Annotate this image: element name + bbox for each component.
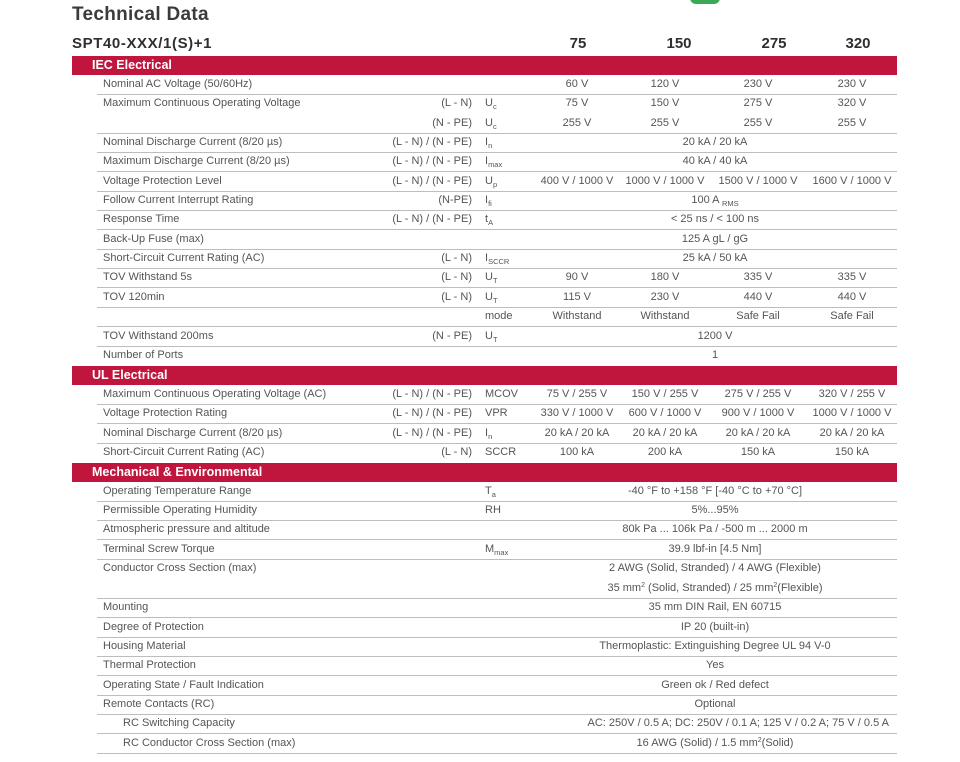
symbol <box>485 155 502 167</box>
value-320: 440 V <box>837 291 867 303</box>
symbol-sub: max <box>488 160 503 169</box>
connection-mode: (L - N) <box>441 97 472 109</box>
symbol-sub: p <box>492 180 498 189</box>
row-label: Atmospheric pressure and altitude <box>103 523 270 535</box>
value-all <box>533 582 897 594</box>
value-275: 900 V / 1000 V <box>721 407 795 419</box>
symbol <box>485 543 508 555</box>
connection-mode: (L - N) <box>441 271 472 283</box>
symbol-sub: c <box>492 102 497 111</box>
value-275: 1500 V / 1000 V <box>718 175 798 187</box>
connection-mode: (L - N) / (N - PE) <box>392 175 472 187</box>
row-tov-withstand-5s <box>97 268 897 288</box>
value-150: 150 V <box>650 97 680 109</box>
value-all: Thermoplastic: Extinguishing Degree UL 94 V-0 <box>599 640 831 652</box>
variant-75-header: 75 <box>569 35 587 52</box>
connection-mode: (L - N) / (N - PE) <box>392 427 472 439</box>
value-320: 1000 V / 1000 V <box>812 407 892 419</box>
symbol: SCCR <box>485 446 517 458</box>
row-fault-indication <box>97 676 897 696</box>
symbol: RH <box>485 504 501 516</box>
row-label: TOV 120min <box>103 291 165 303</box>
symbol-main: U <box>485 175 493 187</box>
symbol: MCOV <box>485 388 518 400</box>
value-150: Withstand <box>640 310 690 322</box>
symbol-sub: T <box>492 276 498 285</box>
row-label: Housing Material <box>103 640 186 652</box>
symbol <box>485 485 496 497</box>
value-75: 255 V <box>562 117 592 129</box>
value-main: 100 A <box>691 194 719 206</box>
row-backup-fuse <box>97 230 897 250</box>
value-75: 330 V / 1000 V <box>540 407 614 419</box>
row-ul-nominal-discharge-current <box>97 424 897 444</box>
row-atmospheric-pressure <box>97 520 897 540</box>
value-275: 20 kA / 20 kA <box>725 427 791 439</box>
connection-mode: (N - PE) <box>432 330 472 342</box>
value-275: 255 V <box>743 117 773 129</box>
row-mounting <box>97 598 897 618</box>
symbol-main: U <box>485 117 493 129</box>
symbol-main: I <box>485 194 489 206</box>
value-sub: RMS <box>721 199 739 208</box>
value-320: 150 kA <box>834 446 870 458</box>
row-tov-120min <box>97 288 897 308</box>
value-75: Withstand <box>552 310 602 322</box>
row-ul-voltage-protection-rating <box>97 404 897 424</box>
row-tov-withstand-200ms <box>97 327 897 347</box>
row-label: Number of Ports <box>103 349 184 361</box>
row-label: Maximum Continuous Operating Voltage (AC) <box>103 388 327 400</box>
connection-mode: (L - N) / (N - PE) <box>392 388 472 400</box>
row-label: Follow Current Interrupt Rating <box>103 194 254 206</box>
symbol <box>485 97 497 109</box>
value-275: 440 V <box>743 291 773 303</box>
symbol-sub: T <box>492 296 498 305</box>
value-320: 335 V <box>837 271 867 283</box>
value-320: 230 V <box>837 78 867 90</box>
row-label: Maximum Continuous Operating Voltage <box>103 97 301 109</box>
symbol-sub: A <box>488 218 494 227</box>
model-number: SPT40-XXX/1(S)+1 <box>72 35 213 52</box>
variant-275-header: 275 <box>761 35 787 52</box>
value-150: 20 kA / 20 kA <box>632 427 698 439</box>
value-275: 335 V <box>743 271 773 283</box>
value-all <box>533 194 897 206</box>
value-75: 115 V <box>563 291 591 303</box>
row-response-time <box>97 210 897 230</box>
value-150: 200 kA <box>647 446 683 458</box>
row-conductor-cross-section-metric <box>97 579 897 599</box>
row-rc-switching-capacity <box>97 714 897 734</box>
row-housing-material <box>97 637 897 657</box>
row-label: Conductor Cross Section (max) <box>103 562 257 574</box>
row-label: RC Conductor Cross Section (max) <box>123 737 296 749</box>
value-275: 275 V <box>743 97 773 109</box>
row-conductor-cross-section <box>97 559 897 578</box>
row-label: Nominal Discharge Current (8/20 µs) <box>103 427 283 439</box>
value-275: 275 V / 255 V <box>724 388 792 400</box>
value-275: 230 V <box>743 78 773 90</box>
value-275: Safe Fail <box>736 310 780 322</box>
row-ul-sccr <box>97 443 897 462</box>
value-320: 320 V <box>837 97 867 109</box>
decorative-green-tab <box>690 0 720 4</box>
value-all: 40 kA / 40 kA <box>682 155 748 167</box>
value-275: 150 kA <box>740 446 776 458</box>
row-remote-contacts <box>97 695 897 715</box>
value-all: 39.9 lbf-in [4.5 Nm] <box>668 543 762 555</box>
symbol <box>485 291 498 303</box>
value-all: 20 kA / 20 kA <box>682 136 748 148</box>
row-label: Nominal AC Voltage (50/60Hz) <box>103 78 253 90</box>
value-part-c: (Flexible) <box>777 582 823 594</box>
model-header <box>72 34 898 55</box>
value-part-a: 35 mm <box>607 582 642 594</box>
value-all: 25 kA / 50 kA <box>682 252 748 264</box>
value-all: -40 °F to +158 °F [-40 °C to +70 °C] <box>627 485 803 497</box>
variant-320-header: 320 <box>845 35 871 52</box>
value-150: 120 V <box>650 78 680 90</box>
row-rc-conductor-cross-section <box>97 734 897 754</box>
connection-mode: (L - N) <box>441 446 472 458</box>
value-150: 230 V <box>650 291 680 303</box>
value-all: Green ok / Red defect <box>661 679 769 691</box>
row-mcov-n-pe <box>97 114 897 134</box>
value-part-b: (Solid, Stranded) / 25 mm <box>645 582 774 594</box>
value-150: 180 V <box>650 271 680 283</box>
row-thermal-protection <box>97 656 897 676</box>
symbol <box>485 330 498 342</box>
value-all: 35 mm DIN Rail, EN 60715 <box>648 601 782 613</box>
symbol-main: I <box>485 252 489 264</box>
connection-mode: (L - N) <box>441 252 472 264</box>
section-mechanical-environmental: Mechanical & Environmental <box>72 463 897 482</box>
row-label: Terminal Screw Torque <box>103 543 215 555</box>
symbol <box>485 175 497 187</box>
symbol-sub: fi <box>488 199 492 208</box>
symbol-sub: SCCR <box>488 257 510 266</box>
value-all: < 25 ns / < 100 ns <box>670 213 760 225</box>
row-label: Response Time <box>103 213 180 225</box>
symbol <box>485 271 498 283</box>
value-all: IP 20 (built-in) <box>680 621 750 633</box>
section-iec-electrical: IEC Electrical <box>72 56 897 75</box>
row-degree-of-protection <box>97 618 897 638</box>
connection-mode: (L - N) / (N - PE) <box>392 407 472 419</box>
symbol-main: T <box>485 485 492 497</box>
row-nominal-ac-voltage <box>97 75 897 95</box>
value-320: 1600 V / 1000 V <box>812 175 892 187</box>
value-150: 150 V / 255 V <box>631 388 699 400</box>
symbol-sub: c <box>492 122 497 131</box>
value-150: 600 V / 1000 V <box>628 407 702 419</box>
row-short-circuit-current-rating <box>97 249 897 269</box>
row-label: Voltage Protection Level <box>103 175 222 187</box>
row-label: RC Switching Capacity <box>123 717 235 729</box>
row-max-discharge-current <box>97 152 897 172</box>
value-75: 90 V <box>565 271 589 283</box>
connection-mode: (L - N) / (N - PE) <box>392 136 472 148</box>
symbol <box>485 136 492 148</box>
connection-mode: (L - N) <box>441 291 472 303</box>
row-number-of-ports <box>97 346 897 365</box>
value-all: AC: 250V / 0.5 A; DC: 250V / 0.1 A; 125 V / 0.2 A; 75 V / 0.5 A <box>587 717 889 729</box>
row-label: Permissible Operating Humidity <box>103 504 258 516</box>
value-all: 2 AWG (Solid, Stranded) / 4 AWG (Flexible) <box>609 562 821 574</box>
row-label: Degree of Protection <box>103 621 204 633</box>
symbol-main: U <box>485 271 493 283</box>
value-all <box>533 737 897 749</box>
row-label: Voltage Protection Rating <box>103 407 228 419</box>
symbol <box>485 213 493 225</box>
symbol <box>485 252 509 264</box>
connection-mode: (N - PE) <box>432 117 472 129</box>
symbol: VPR <box>485 407 508 419</box>
value-sup: 2 <box>641 582 645 589</box>
value-all: 125 A gL / gG <box>681 233 749 245</box>
value-320: 255 V <box>837 117 867 129</box>
symbol-main: U <box>485 330 493 342</box>
row-label: Short-Circuit Current Rating (AC) <box>103 252 265 264</box>
row-label: Maximum Discharge Current (8/20 µs) <box>103 155 290 167</box>
row-ul-mcov <box>97 385 897 405</box>
symbol-sub: T <box>492 335 498 344</box>
value-320: 20 kA / 20 kA <box>819 427 885 439</box>
symbol-main: I <box>485 427 489 439</box>
value-75: 20 kA / 20 kA <box>544 427 610 439</box>
value-all: 1 <box>711 349 719 361</box>
value-150: 1000 V / 1000 V <box>625 175 705 187</box>
value-all: 5%...95% <box>691 504 739 516</box>
symbol <box>485 194 492 206</box>
symbol <box>485 117 497 129</box>
symbol-sub: n <box>488 432 493 441</box>
value-75: 400 V / 1000 V <box>540 175 614 187</box>
row-label: Back-Up Fuse (max) <box>103 233 204 245</box>
connection-mode: (L - N) / (N - PE) <box>392 155 472 167</box>
symbol-main: M <box>485 543 495 555</box>
symbol-sub: a <box>491 490 496 499</box>
row-label: Remote Contacts (RC) <box>103 698 215 710</box>
value-all: 80k Pa ... 106k Pa / -500 m ... 2000 m <box>622 523 808 535</box>
connection-mode: (L - N) / (N - PE) <box>392 213 472 225</box>
symbol-sub: n <box>488 141 493 150</box>
value-all: 1200 V <box>697 330 733 342</box>
connection-mode: (N-PE) <box>438 194 472 206</box>
symbol-sub: max <box>494 548 509 557</box>
row-label: Operating State / Fault Indication <box>103 679 264 691</box>
row-nominal-discharge-current <box>97 133 897 153</box>
row-operating-temperature <box>97 482 897 502</box>
section-ul-electrical: UL Electrical <box>72 366 897 385</box>
row-follow-current-interrupt <box>97 191 897 211</box>
symbol <box>485 427 492 439</box>
value-part-b: (Solid) <box>761 737 794 749</box>
row-operating-humidity <box>97 501 897 521</box>
row-label: Operating Temperature Range <box>103 485 252 497</box>
row-max-continuous-operating-voltage <box>97 94 897 113</box>
row-terminal-screw-torque <box>97 540 897 560</box>
value-sup: 2 <box>757 737 762 744</box>
value-320: Safe Fail <box>830 310 874 322</box>
value-all: Yes <box>706 659 724 671</box>
value-all: Optional <box>694 698 736 710</box>
row-label: Short-Circuit Current Rating (AC) <box>103 446 265 458</box>
row-label: Mounting <box>103 601 149 613</box>
symbol-main: U <box>485 97 493 109</box>
row-tov-mode <box>97 307 897 327</box>
row-label: TOV Withstand 5s <box>103 271 193 283</box>
value-320: 320 V / 255 V <box>818 388 886 400</box>
value-75: 60 V <box>565 78 589 90</box>
row-label: Nominal Discharge Current (8/20 µs) <box>103 136 283 148</box>
symbol-main: I <box>485 136 489 148</box>
value-sup-2: 2 <box>773 582 778 589</box>
symbol-main: U <box>485 291 493 303</box>
value-75: 75 V <box>565 97 589 109</box>
value-150: 255 V <box>650 117 680 129</box>
value-75: 100 kA <box>559 446 595 458</box>
row-label: TOV Withstand 200ms <box>103 330 214 342</box>
symbol-main: t <box>485 213 489 225</box>
page-title: Technical Data <box>72 4 209 25</box>
value-75: 75 V / 255 V <box>546 388 608 400</box>
row-voltage-protection-level <box>97 172 897 192</box>
value-part-a: 16 AWG (Solid) / 1.5 mm <box>636 737 758 749</box>
variant-150-header: 150 <box>666 35 692 52</box>
row-label: Thermal Protection <box>103 659 196 671</box>
symbol: mode <box>485 310 513 322</box>
symbol-main: I <box>485 155 489 167</box>
